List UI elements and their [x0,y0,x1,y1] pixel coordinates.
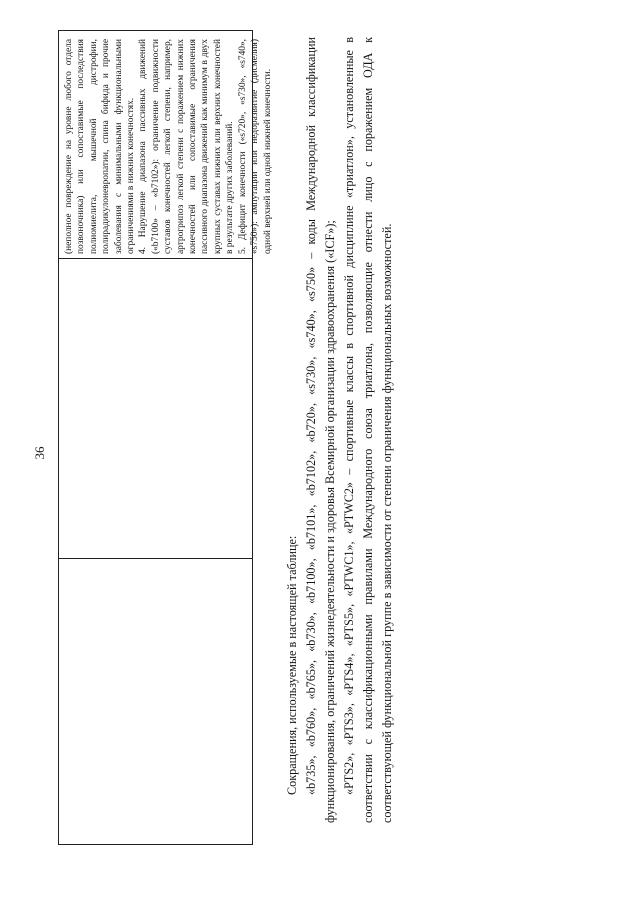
criteria-paragraph: (неполное повреждение на уровне любого отдела позвоночника) или сопоставимые последствия полиомиелита, мышечной дистрофии, полирадикулоневропатии, спина бифида и прочие заболевания с минимальными функциональными ограничениями в нижних конечностях. [64,39,137,254]
page-number: 36 [32,446,47,460]
criteria-paragraph: 4. Нарушение диапазона пассивных движений («b7100» – «b7102»): ограничение подвижности суставов конечностей легкой степени, например, артрогрипоз легкой степени с поражением нижних конечностей или сопоставимые ограничения пассивного диапазона движений как минимум в двух крупных суставах нижних или верхних конечностей в результате других заболеваний. [138,39,236,254]
icf-codes-definition: «b735», «b760», «b765», «b730», «b7100», «b7101», «b7102», «b720», «s730», «s740», «s750» – коды Международной классификации функционирования, ограничений жизнедеятельности и здоровья Всемирной организации здравоохранения («ICF»); [304,37,337,823]
abbreviations-section [283,37,397,823]
table-column-divider [59,258,252,259]
abbreviations-intro: Сокращения, используемые в настоящей таблице: [285,535,299,795]
criteria-paragraph: 5. Дефицит конечности («s720», «s730», «s740», «s750»): ампутации или недоразвитие (дисмелия) одной верхней или одной нижней конечности. [237,39,273,254]
classification-table [58,30,273,845]
sport-classes-definition: «PTS2», «PTS3», «PTS4», «PTS5», «PTWC1», «PTWC2» – спортивные классы в спортивной дисциплине «триатлон», установленные в соответствии с классификационными правилами Международного союза триатлона, позволяющие отнести лицо с поражением ОДА к соответствующей функциональной группе в зависимости от степени ограничения функциональных возможностей. [342,37,394,823]
table-column-divider [59,558,252,559]
table-cell-criteria [63,39,274,254]
